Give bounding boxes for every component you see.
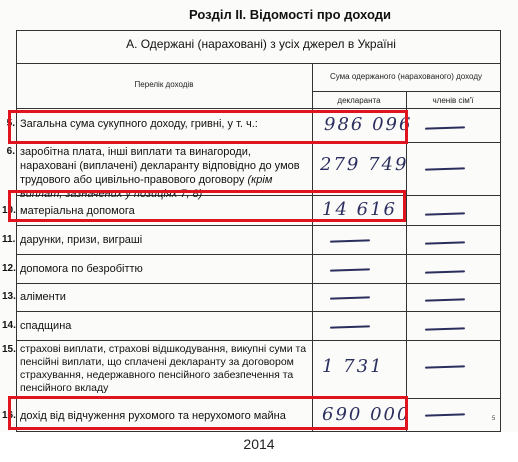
row-label: страхові виплати, страхові відшкодування, викупні суми та пенсійні виплати, що сплачені декларанту за договором страхування, недержавного пенсійного забезпечення та пенсійного вкладу (20, 343, 307, 394)
table-left-border (16, 30, 17, 432)
row-label: Загальна сума сукупного доходу, гривні, у т. ч.: (20, 118, 258, 130)
declarant-amount: 14 616 (322, 199, 397, 220)
row-number: 11. (2, 234, 16, 245)
row-label: аліменти (20, 291, 66, 303)
highlight-box-material-aid (8, 190, 406, 222)
empty-dash (425, 365, 465, 368)
amount-header: Сума одержаного (нарахованого) доходу (329, 72, 482, 81)
highlight-box-property-sale (8, 396, 411, 430)
row-number: 14. (2, 320, 16, 331)
year-caption: 2014 (243, 436, 275, 452)
empty-dash (330, 296, 370, 299)
row-label: дарунки, призи, виграші (20, 234, 143, 246)
subtitle: А. Одержані (нараховані) з усіх джерел в Україні (126, 37, 396, 51)
empty-dash (425, 327, 465, 330)
row-label: матеріальна допомога (20, 205, 135, 217)
row-label-main: заробітна плата, інші виплати та винагороди, нараховані (виплачені) декларанту відповідно до умов трудового або цивільно-правового договору (20, 146, 300, 186)
empty-dash (425, 126, 465, 129)
income-list-header: Перелік доходів (134, 80, 194, 89)
declarant-amount: 986 096 (324, 114, 413, 135)
section-title: Розділ ІІ. Відомості про доходи (189, 7, 391, 22)
row-number: 12. (2, 263, 16, 274)
declarant-amount: 690 000 (322, 404, 411, 425)
table-header-top-border (16, 63, 500, 64)
row-separator (16, 254, 500, 255)
declarant-amount: 1 731 (322, 356, 384, 377)
table-bottom-border (16, 431, 500, 432)
declarant-header: декларанта (337, 96, 381, 105)
row-separator (16, 225, 500, 226)
row-number: 13. (2, 291, 16, 302)
empty-dash (425, 298, 465, 301)
row-number: 16. (2, 410, 16, 421)
row-separator (16, 340, 500, 341)
row-number: 6. (6, 146, 15, 157)
row-number: 5. (6, 118, 15, 129)
row-label: допомога по безробіттю (20, 263, 143, 275)
row-label: дохід від відчуження рухомого та нерухомого майна (20, 410, 286, 422)
row-label-note: (крім виплат, зазначених у позиціях 7, 8) (20, 174, 273, 200)
row-number: 15. (2, 344, 16, 355)
family-header: членів сім'ї (432, 96, 474, 105)
empty-dash (425, 241, 465, 244)
empty-dash (330, 268, 370, 271)
declarant-amount: 279 749 (320, 154, 409, 175)
page-mark: 5 (492, 416, 496, 422)
row-number: 10. (2, 205, 16, 216)
row-separator (16, 311, 500, 312)
empty-dash (330, 325, 370, 328)
row-separator (16, 283, 500, 284)
empty-dash (425, 270, 465, 273)
table-right-border (500, 30, 501, 432)
empty-dash (330, 239, 370, 242)
empty-dash (425, 167, 465, 170)
table-top-border (16, 30, 500, 31)
empty-dash (425, 212, 465, 215)
header-bottom-border (16, 108, 500, 109)
empty-dash (425, 413, 465, 416)
row-label: спадщина (20, 320, 72, 332)
highlight-box-total-income (8, 110, 408, 144)
